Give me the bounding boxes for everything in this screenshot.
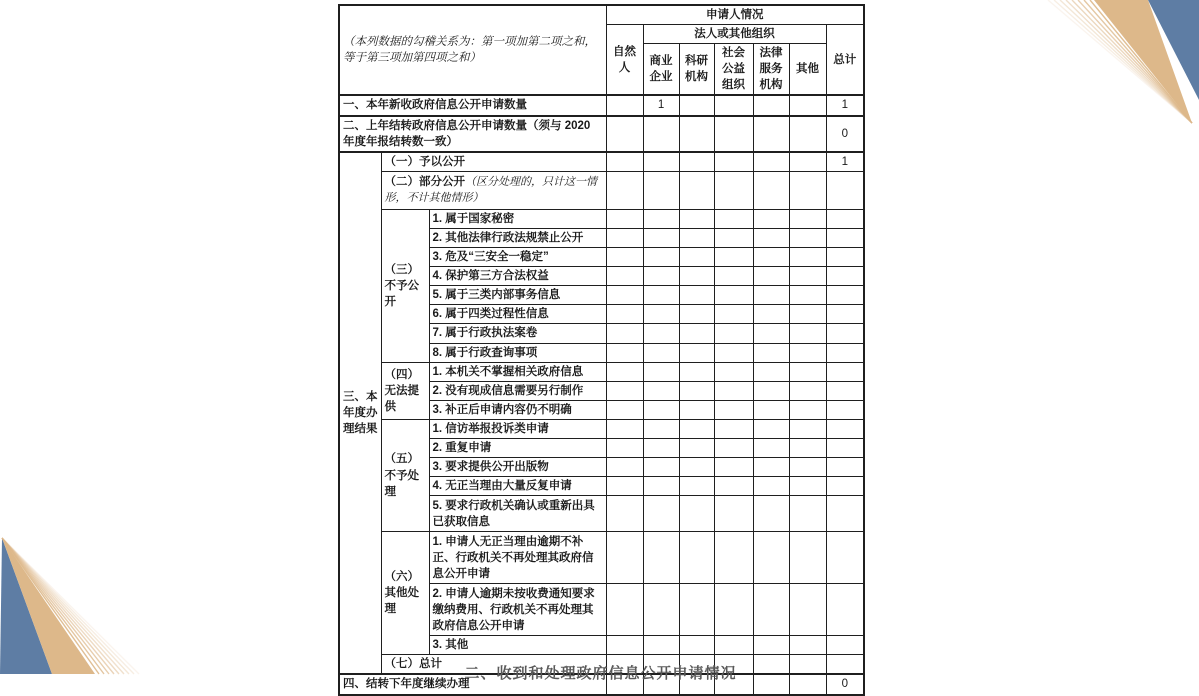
data-cell bbox=[679, 324, 714, 343]
data-cell bbox=[789, 636, 826, 655]
data-cell bbox=[753, 228, 789, 247]
decor-bottom-left bbox=[0, 538, 139, 674]
data-cell bbox=[606, 400, 643, 419]
data-cell bbox=[753, 324, 789, 343]
data-cell bbox=[753, 362, 789, 381]
data-cell bbox=[606, 381, 643, 400]
reconciliation-note: （本列数据的勾稽关系为：第一项加第二项之和，等于第三项加第四项之和） bbox=[339, 5, 606, 95]
data-cell bbox=[679, 458, 714, 477]
blue-triangle-icon bbox=[0, 538, 52, 674]
data-cell bbox=[606, 209, 643, 228]
data-cell bbox=[789, 267, 826, 286]
data-cell bbox=[679, 636, 714, 655]
data-cell bbox=[714, 343, 753, 362]
group-label-not-processed: （五）不予处理 bbox=[381, 419, 429, 531]
data-cell bbox=[606, 362, 643, 381]
header-other-org: 其他 bbox=[789, 44, 826, 96]
data-cell bbox=[606, 532, 643, 584]
decor-top-right bbox=[1048, 0, 1199, 123]
data-cell bbox=[826, 400, 864, 419]
data-cell bbox=[714, 584, 753, 636]
data-cell bbox=[679, 152, 714, 172]
header-row bbox=[339, 5, 864, 25]
item-label: 6. 属于四类过程性信息 bbox=[429, 305, 606, 324]
group-label-refused: （三）不予公开 bbox=[381, 209, 429, 362]
group-label-partially-granted bbox=[381, 171, 606, 209]
data-cell bbox=[826, 343, 864, 362]
data-cell bbox=[643, 209, 679, 228]
data-cell bbox=[789, 477, 826, 496]
data-cell bbox=[826, 381, 864, 400]
row-label-new-requests: 一、本年新收政府信息公开申请数量 bbox=[339, 95, 606, 115]
data-cell bbox=[789, 584, 826, 636]
data-cell bbox=[679, 286, 714, 305]
item-label: 3. 其他 bbox=[429, 636, 606, 655]
data-cell bbox=[606, 171, 643, 209]
data-cell bbox=[789, 209, 826, 228]
data-cell bbox=[714, 419, 753, 438]
data-cell bbox=[789, 171, 826, 209]
data-cell bbox=[789, 381, 826, 400]
data-cell bbox=[606, 152, 643, 172]
header-commercial-enterprise: 商业企业 bbox=[643, 44, 679, 96]
data-cell bbox=[643, 116, 679, 152]
data-cell bbox=[679, 171, 714, 209]
data-cell bbox=[789, 532, 826, 584]
section-label-annual-results: 三、本年度办理结果 bbox=[339, 152, 381, 675]
data-cell bbox=[679, 362, 714, 381]
data-cell bbox=[714, 209, 753, 228]
data-cell bbox=[714, 458, 753, 477]
data-cell bbox=[643, 267, 679, 286]
data-cell bbox=[789, 324, 826, 343]
data-cell bbox=[714, 95, 753, 115]
data-cell bbox=[753, 438, 789, 457]
data-cell bbox=[826, 584, 864, 636]
header-total: 总计 bbox=[826, 25, 864, 96]
data-cell bbox=[606, 438, 643, 457]
data-cell bbox=[679, 400, 714, 419]
item-label: 8. 属于行政查询事项 bbox=[429, 343, 606, 362]
header-public-welfare-org: 社会公益组织 bbox=[714, 44, 753, 96]
item-label: 3. 补正后申请内容仍不明确 bbox=[429, 400, 606, 419]
item-label: 2. 申请人逾期未按收费通知要求缴纳费用、行政机关不再处理其政府信息公开申请 bbox=[429, 584, 606, 636]
data-cell bbox=[679, 532, 714, 584]
group-label-subtotal: （七）总计 bbox=[381, 655, 606, 675]
group-label-note: （区分处理的，只计这一情形，不计其他情形） bbox=[384, 175, 597, 205]
data-cell bbox=[679, 95, 714, 115]
table-row bbox=[339, 116, 864, 152]
data-cell bbox=[643, 343, 679, 362]
data-cell bbox=[606, 496, 643, 532]
data-cell bbox=[679, 209, 714, 228]
data-cell bbox=[606, 458, 643, 477]
data-cell bbox=[826, 171, 864, 209]
item-label: 3. 危及“三安全一稳定” bbox=[429, 248, 606, 267]
data-cell bbox=[643, 584, 679, 636]
data-cell bbox=[606, 267, 643, 286]
data-cell bbox=[753, 95, 789, 115]
tan-fan-lines-icon bbox=[2, 538, 139, 674]
data-cell bbox=[679, 116, 714, 152]
row-label-carry-to-next-year: 四、结转下年度继续办理 bbox=[339, 674, 606, 694]
data-cell bbox=[606, 248, 643, 267]
data-cell bbox=[753, 171, 789, 209]
data-cell bbox=[789, 419, 826, 438]
data-cell bbox=[643, 381, 679, 400]
data-cell bbox=[789, 438, 826, 457]
header-legal-org: 法人或其他组织 bbox=[643, 25, 826, 44]
table-row bbox=[339, 95, 864, 115]
table-caption: 二、收到和处理政府信息公开申请情况 bbox=[464, 665, 737, 682]
data-cell bbox=[826, 209, 864, 228]
table-row bbox=[339, 532, 864, 584]
data-cell bbox=[679, 438, 714, 457]
data-cell bbox=[643, 458, 679, 477]
table-row bbox=[339, 209, 864, 228]
table-row bbox=[339, 152, 864, 172]
data-cell bbox=[753, 152, 789, 172]
data-cell bbox=[753, 636, 789, 655]
data-cell bbox=[714, 400, 753, 419]
item-label: 3. 要求提供公开出版物 bbox=[429, 458, 606, 477]
data-cell bbox=[606, 116, 643, 152]
item-label: 2. 重复申请 bbox=[429, 438, 606, 457]
data-cell bbox=[643, 362, 679, 381]
data-cell bbox=[643, 152, 679, 172]
data-cell bbox=[714, 228, 753, 247]
item-label: 5. 要求行政机关确认或重新出具已获取信息 bbox=[429, 496, 606, 532]
data-cell bbox=[679, 381, 714, 400]
data-cell bbox=[789, 305, 826, 324]
group-label-granted: （一）予以公开 bbox=[381, 152, 606, 172]
data-cell bbox=[789, 116, 826, 152]
annual-report-table bbox=[338, 4, 865, 696]
data-cell bbox=[826, 286, 864, 305]
data-cell bbox=[826, 267, 864, 286]
data-cell bbox=[826, 532, 864, 584]
header-legal-service-org: 法律服务机构 bbox=[753, 44, 789, 96]
tan-fan-lines-icon bbox=[1048, 0, 1192, 123]
data-cell bbox=[826, 419, 864, 438]
data-cell bbox=[789, 286, 826, 305]
data-cell bbox=[789, 248, 826, 267]
data-cell bbox=[789, 228, 826, 247]
data-cell bbox=[714, 152, 753, 172]
group-label-other-handling: （六）其他处理 bbox=[381, 532, 429, 655]
item-label: 2. 没有现成信息需要另行制作 bbox=[429, 381, 606, 400]
data-cell bbox=[789, 95, 826, 115]
data-cell bbox=[643, 228, 679, 247]
data-cell bbox=[606, 95, 643, 115]
data-cell bbox=[753, 381, 789, 400]
data-cell bbox=[753, 419, 789, 438]
table-row bbox=[339, 419, 864, 438]
data-cell bbox=[789, 496, 826, 532]
data-cell bbox=[789, 400, 826, 419]
table-row bbox=[339, 171, 864, 209]
data-cell bbox=[826, 324, 864, 343]
data-cell bbox=[643, 419, 679, 438]
data-cell: 1 bbox=[826, 95, 864, 115]
data-cell bbox=[714, 636, 753, 655]
item-label: 1. 申请人无正当理由逾期不补正、行政机关不再处理其政府信息公开申请 bbox=[429, 532, 606, 584]
data-cell bbox=[606, 324, 643, 343]
data-cell bbox=[753, 584, 789, 636]
header-research-institution: 科研机构 bbox=[679, 44, 714, 96]
data-cell bbox=[753, 400, 789, 419]
item-label: 1. 本机关不掌握相关政府信息 bbox=[429, 362, 606, 381]
data-cell bbox=[826, 636, 864, 655]
data-cell bbox=[643, 286, 679, 305]
data-cell bbox=[679, 305, 714, 324]
data-cell bbox=[606, 305, 643, 324]
data-cell bbox=[679, 496, 714, 532]
item-label: 1. 信访举报投诉类申请 bbox=[429, 419, 606, 438]
table-row bbox=[339, 362, 864, 381]
data-cell bbox=[606, 343, 643, 362]
blue-triangle-icon bbox=[1148, 0, 1199, 100]
data-cell bbox=[679, 228, 714, 247]
data-cell bbox=[826, 438, 864, 457]
data-cell bbox=[714, 286, 753, 305]
row-label-carried-over: 二、上年结转政府信息公开申请数量（须与 2020 年度年报结转数一致） bbox=[339, 116, 606, 152]
data-cell bbox=[753, 209, 789, 228]
data-cell bbox=[714, 496, 753, 532]
data-cell bbox=[753, 458, 789, 477]
data-cell bbox=[643, 496, 679, 532]
data-cell bbox=[714, 248, 753, 267]
data-cell bbox=[643, 171, 679, 209]
data-cell bbox=[643, 248, 679, 267]
data-cell bbox=[643, 532, 679, 584]
data-cell bbox=[826, 458, 864, 477]
data-cell bbox=[643, 400, 679, 419]
data-cell bbox=[753, 248, 789, 267]
group-label-text: （二）部分公开 bbox=[384, 175, 465, 188]
data-cell bbox=[753, 496, 789, 532]
data-cell bbox=[606, 477, 643, 496]
data-cell bbox=[789, 343, 826, 362]
data-cell bbox=[789, 458, 826, 477]
item-label: 4. 保护第三方合法权益 bbox=[429, 267, 606, 286]
data-cell: 1 bbox=[643, 95, 679, 115]
data-cell bbox=[753, 286, 789, 305]
group-label-unable-to-provide: （四）无法提供 bbox=[381, 362, 429, 419]
data-cell bbox=[679, 477, 714, 496]
data-cell bbox=[714, 324, 753, 343]
data-cell bbox=[753, 343, 789, 362]
data-cell bbox=[679, 419, 714, 438]
data-cell bbox=[643, 477, 679, 496]
data-cell bbox=[714, 362, 753, 381]
data-cell bbox=[753, 532, 789, 584]
data-cell: 1 bbox=[826, 152, 864, 172]
data-cell bbox=[679, 584, 714, 636]
data-cell bbox=[606, 419, 643, 438]
data-cell bbox=[789, 152, 826, 172]
data-cell: 0 bbox=[826, 116, 864, 152]
data-cell bbox=[643, 636, 679, 655]
data-cell bbox=[714, 438, 753, 457]
data-cell bbox=[753, 267, 789, 286]
data-cell bbox=[753, 305, 789, 324]
data-cell bbox=[606, 286, 643, 305]
data-cell bbox=[826, 228, 864, 247]
data-cell bbox=[826, 248, 864, 267]
data-cell bbox=[789, 362, 826, 381]
data-cell bbox=[714, 305, 753, 324]
data-cell bbox=[606, 228, 643, 247]
data-cell bbox=[714, 532, 753, 584]
data-cell bbox=[643, 305, 679, 324]
item-label: 4. 无正当理由大量反复申请 bbox=[429, 477, 606, 496]
data-cell bbox=[826, 477, 864, 496]
item-label: 7. 属于行政执法案卷 bbox=[429, 324, 606, 343]
tan-wedge-icon bbox=[2, 538, 95, 674]
item-label: 1. 属于国家秘密 bbox=[429, 209, 606, 228]
data-cell bbox=[606, 584, 643, 636]
data-cell bbox=[714, 116, 753, 152]
data-cell bbox=[826, 496, 864, 532]
tan-wedge-icon bbox=[1094, 0, 1192, 123]
data-cell bbox=[714, 477, 753, 496]
data-cell bbox=[753, 116, 789, 152]
data-cell bbox=[714, 171, 753, 209]
data-cell bbox=[753, 477, 789, 496]
item-label: 5. 属于三类内部事务信息 bbox=[429, 286, 606, 305]
data-cell bbox=[643, 438, 679, 457]
data-cell bbox=[714, 381, 753, 400]
data-cell bbox=[679, 267, 714, 286]
data-cell bbox=[826, 362, 864, 381]
data-cell bbox=[643, 324, 679, 343]
data-cell bbox=[826, 305, 864, 324]
item-label: 2. 其他法律行政法规禁止公开 bbox=[429, 228, 606, 247]
data-cell bbox=[679, 248, 714, 267]
data-cell bbox=[679, 343, 714, 362]
data-cell: 0 bbox=[826, 674, 864, 694]
data-cell bbox=[606, 636, 643, 655]
header-natural-person: 自然人 bbox=[606, 25, 643, 96]
header-applicant-situation: 申请人情况 bbox=[606, 5, 864, 25]
data-cell bbox=[714, 267, 753, 286]
